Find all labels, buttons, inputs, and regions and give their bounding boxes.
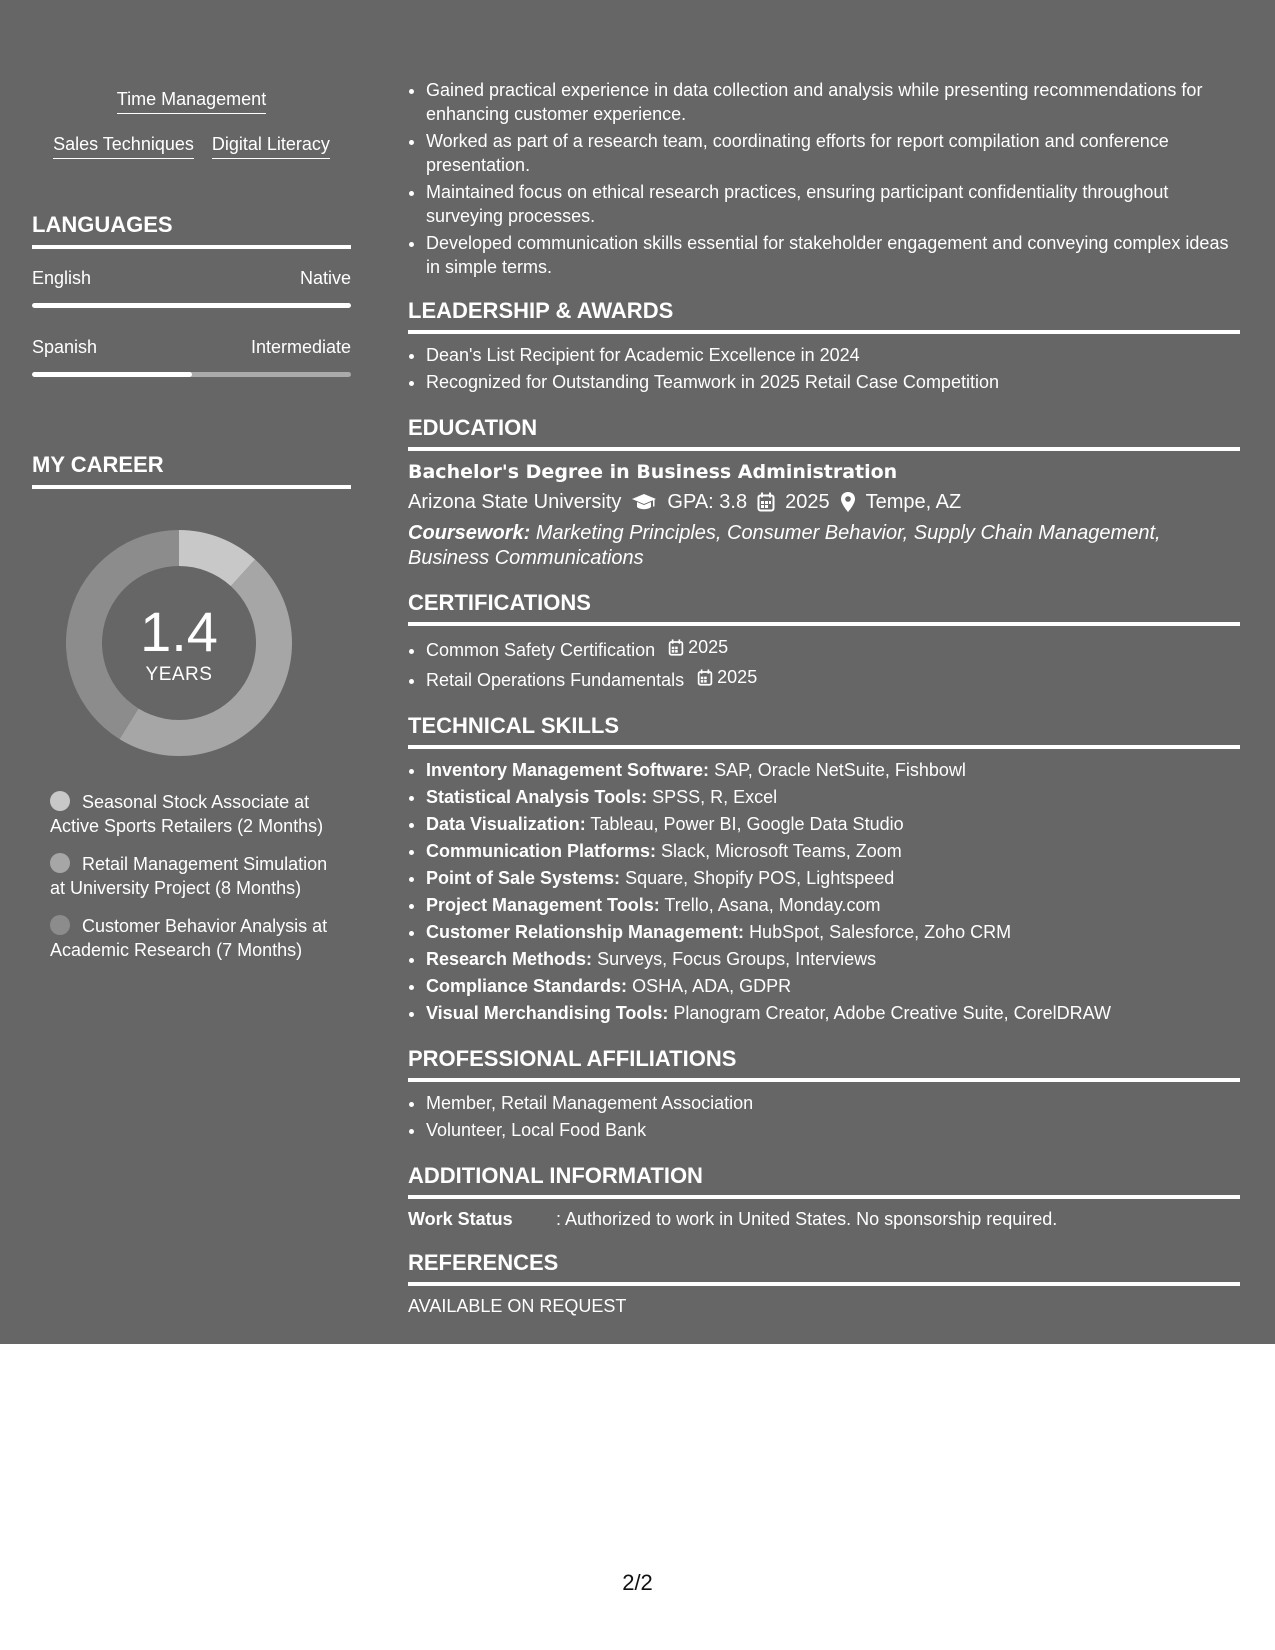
location-pin-icon <box>840 491 856 513</box>
language-proficiency-bar <box>32 372 351 377</box>
affiliations-list <box>408 1090 1240 1144</box>
references-heading: REFERENCES <box>408 1249 1240 1286</box>
career-legend-item <box>50 914 340 962</box>
references-text: AVAILABLE ON REQUEST <box>408 1296 627 1316</box>
certification-year: 2025 <box>717 667 758 687</box>
tech-skill-value: Planogram Creator, Adobe Creative Suite, CorelDRAW <box>673 1003 1111 1023</box>
tech-skill-value: SAP, Oracle NetSuite, Fishbowl <box>714 760 966 780</box>
right-column <box>408 78 1240 1318</box>
additional-info-heading: ADDITIONAL INFORMATION <box>408 1162 1240 1199</box>
leadership-item: • Dean's List Recipient for Academic Excellence in 2024 <box>426 342 1240 369</box>
language-spanish <box>32 336 351 377</box>
language-proficiency-fill <box>32 372 192 377</box>
career-legend-label: Customer Behavior Analysis at Academic Research (7 Months) <box>50 916 328 960</box>
tech-skill-label: Point of Sale Systems: <box>426 868 621 888</box>
tech-skill-label: Data Visualization: <box>426 814 586 834</box>
calendar-icon <box>697 669 713 686</box>
career-legend-label: Seasonal Stock Associate at Active Sports Retailers (2 Months) <box>50 792 324 836</box>
experience-bullet: • Gained practical experience in data collection and analysis while presenting recommendations for enhancing customer experience. <box>426 78 1240 126</box>
certification-year: 2025 <box>688 637 729 657</box>
certifications-heading: CERTIFICATIONS <box>408 589 1240 626</box>
tech-skill-label: Customer Relationship Management: <box>426 922 745 942</box>
tech-skill-item <box>426 865 1240 892</box>
tech-skill-value: Slack, Microsoft Teams, Zoom <box>661 841 902 861</box>
tech-skill-item <box>426 757 1240 784</box>
work-status-row <box>408 1207 1240 1231</box>
tech-skill-item <box>426 892 1240 919</box>
affiliation-item: • Volunteer, Local Food Bank <box>426 1117 1240 1144</box>
tech-skill-value: Surveys, Focus Groups, Interviews <box>597 949 877 969</box>
experience-bullet: • Worked as part of a research team, coordinating efforts for report compilation and conference presentation. <box>426 129 1240 177</box>
language-proficiency-bar <box>32 303 351 308</box>
calendar-icon <box>757 492 775 512</box>
career-total-unit: YEARS <box>145 664 213 685</box>
certifications-list <box>408 634 1240 694</box>
calendar-icon <box>668 639 684 656</box>
language-proficiency-fill <box>32 303 351 308</box>
skill-tag: Digital Literacy <box>212 132 330 159</box>
work-status-value: : Authorized to work in United States. No sponsorship required. <box>556 1209 1058 1229</box>
coursework-text: Marketing Principles, Consumer Behavior, Supply Chain Management, Business Communications <box>408 522 1161 569</box>
page-number: 2/2 <box>622 1570 653 1595</box>
education-coursework <box>408 521 1240 571</box>
language-level: Intermediate <box>250 337 351 357</box>
education-details <box>408 487 1240 517</box>
tech-skill-item <box>426 919 1240 946</box>
leadership-item: • Recognized for Outstanding Teamwork in 2025 Retail Case Competition <box>426 369 1240 396</box>
technical-skills-heading: TECHNICAL SKILLS <box>408 712 1240 749</box>
career-heading: MY CAREER <box>32 451 351 489</box>
coursework-label: Coursework: <box>408 522 531 544</box>
education-location: Tempe, AZ <box>865 491 962 513</box>
graduation-cap-icon <box>631 492 657 512</box>
career-legend-label: Retail Management Simulation at University Project (8 Months) <box>50 854 328 898</box>
education-school: Arizona State University <box>408 491 622 513</box>
tech-skill-value: Tableau, Power BI, Google Data Studio <box>590 814 904 834</box>
tech-skill-item <box>426 838 1240 865</box>
tech-skill-item <box>426 784 1240 811</box>
tech-skill-label: Project Management Tools: <box>426 895 660 915</box>
education-degree: Bachelor's Degree in Business Administration <box>408 461 898 483</box>
technical-skills-list <box>408 757 1240 1027</box>
legend-dot-icon <box>50 915 70 935</box>
skills-row-1 <box>32 87 351 114</box>
tech-skill-value: Square, Shopify POS, Lightspeed <box>625 868 895 888</box>
skill-tag: Sales Techniques <box>53 132 194 159</box>
language-english <box>32 267 351 308</box>
leadership-list <box>408 342 1240 396</box>
career-legend-item <box>50 790 340 838</box>
tech-skill-label: Communication Platforms: <box>426 841 657 861</box>
tech-skill-item <box>426 811 1240 838</box>
skill-tag: Time Management <box>117 87 266 114</box>
career-total-value: 1.4 <box>140 600 218 663</box>
career-legend <box>50 790 340 976</box>
tech-skill-label: Compliance Standards: <box>426 976 628 996</box>
tech-skill-label: Visual Merchandising Tools: <box>426 1003 669 1023</box>
tech-skill-value: OSHA, ADA, GDPR <box>632 976 792 996</box>
tech-skill-label: Statistical Analysis Tools: <box>426 787 648 807</box>
languages-heading: LANGUAGES <box>32 211 351 249</box>
certification-name: Common Safety Certification <box>426 640 656 660</box>
tech-skill-item <box>426 946 1240 973</box>
leadership-heading: LEADERSHIP & AWARDS <box>408 297 1240 334</box>
tech-skill-label: Research Methods: <box>426 949 593 969</box>
affiliations-heading: PROFESSIONAL AFFILIATIONS <box>408 1045 1240 1082</box>
tech-skill-item <box>426 973 1240 1000</box>
tech-skill-label: Inventory Management Software: <box>426 760 710 780</box>
experience-bullet: • Developed communication skills essential for stakeholder engagement and conveying complex ideas in simple terms. <box>426 231 1240 279</box>
career-donut-center <box>66 530 292 756</box>
certification-name: Retail Operations Fundamentals <box>426 670 685 690</box>
experience-bullet: • Maintained focus on ethical research practices, ensuring participant confidentiality throughout surveying processes. <box>426 180 1240 228</box>
tech-skill-value: HubSpot, Salesforce, Zoho CRM <box>749 922 1012 942</box>
affiliation-item: • Member, Retail Management Association <box>426 1090 1240 1117</box>
experience-bullets <box>408 78 1240 279</box>
legend-dot-icon <box>50 791 70 811</box>
tech-skill-item <box>426 1000 1240 1027</box>
education-heading: EDUCATION <box>408 414 1240 451</box>
certification-item <box>426 634 1240 664</box>
language-name: Spanish <box>32 337 98 357</box>
education-gpa: GPA: 3.8 <box>667 491 748 513</box>
career-donut-chart <box>66 530 292 756</box>
education-year: 2025 <box>785 491 830 513</box>
language-name: English <box>32 268 92 288</box>
career-legend-item <box>50 852 340 900</box>
certification-item <box>426 664 1240 694</box>
skills-row-2 <box>32 132 351 159</box>
work-status-label: Work Status <box>408 1209 513 1229</box>
tech-skill-value: SPSS, R, Excel <box>652 787 778 807</box>
language-level: Native <box>299 268 351 288</box>
legend-dot-icon <box>50 853 70 873</box>
tech-skill-value: Trello, Asana, Monday.com <box>664 895 881 915</box>
